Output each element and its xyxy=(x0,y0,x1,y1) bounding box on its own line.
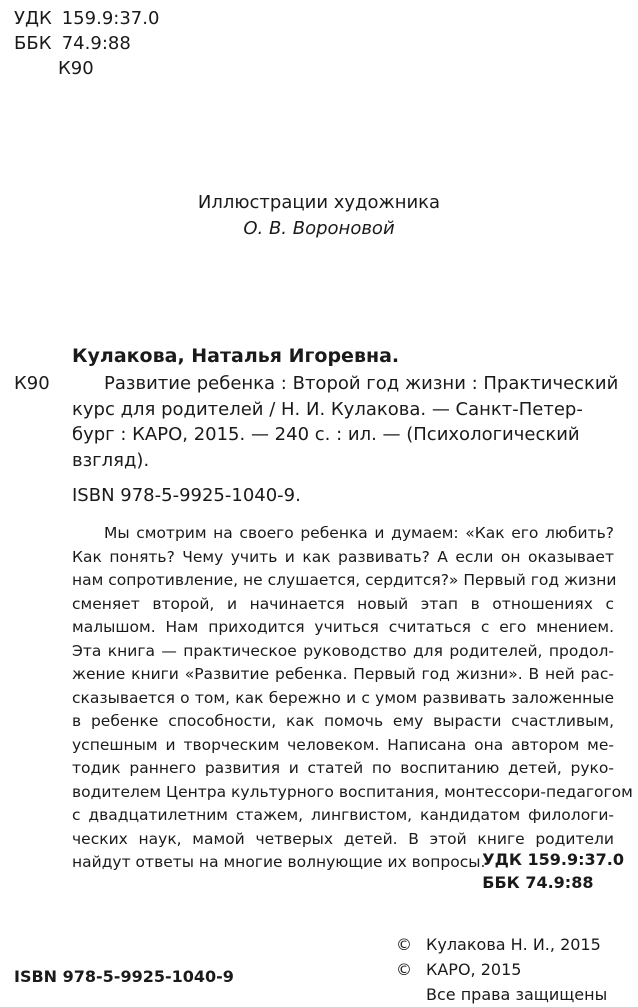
classification-codes-top xyxy=(14,6,159,81)
illustrations-credit xyxy=(0,190,638,242)
abstract-line: успешным и творческим человеком. Написана она автором ме- xyxy=(72,735,614,754)
bbk-label: ББК xyxy=(14,33,52,54)
abstract-line: Как понять? Чему учить и как развивать? А если он оказывает xyxy=(72,547,614,566)
abstract-line: в ребенке способности, как помочь ему вырасти счастливым, xyxy=(72,712,614,730)
abstract-line: малышом. Нам приходится учиться считаться с его мнением. xyxy=(72,618,614,636)
illustrator-name: О. В. Вороновой xyxy=(243,218,395,239)
cutter-code-top: К90 xyxy=(58,58,94,79)
abstract-line: Мы смотрим на своего ребенка и думаем: «Как его любить? xyxy=(104,524,614,542)
biblio-line: бург : КАРО, 2015. — 240 с. : ил. — (Психологический xyxy=(72,424,580,445)
udk-value: 159.9:37.0 xyxy=(61,8,160,29)
illustrations-label: Иллюстрации художника xyxy=(197,192,441,213)
bibliographic-description xyxy=(72,371,619,473)
udk-row xyxy=(14,6,159,31)
abstract-line: нам сопротивление, не слушается, сердится?» Первый год жизни xyxy=(72,571,617,589)
cutter-code: К90 xyxy=(14,373,50,394)
biblio-line: курс для родителей / Н. И. Кулакова. — Санкт-Петер- xyxy=(72,398,583,420)
abstract-line: водителем Центра культурного воспитания, монтессори-педагогом xyxy=(72,782,633,801)
abstract-line: сказывается о том, как бережно и с умом развивать заложенные xyxy=(72,688,614,707)
abstract-line: найдут ответы на многие волнующие их вопросы. xyxy=(72,853,486,871)
author-heading: Кулакова, Наталья Игоревна. xyxy=(72,345,400,367)
classification-codes-bottom xyxy=(482,848,624,894)
rights-reserved: Все права защищены xyxy=(426,985,608,1004)
biblio-line: взгляд). xyxy=(72,449,150,471)
abstract-line: Эта книга — практическое руководство для родителей, продол- xyxy=(72,641,614,660)
copyright-icon: © xyxy=(396,935,412,954)
udk-label: УДК xyxy=(14,8,52,29)
copyright-block xyxy=(396,932,607,1007)
copyright-line-publisher xyxy=(396,957,607,982)
bbk-code-bottom: ББК 74.9:88 xyxy=(482,873,594,892)
copyright-publisher: КАРО, 2015 xyxy=(426,960,522,979)
abstract-line: тодик раннего развития и статей по воспитанию детей, руко- xyxy=(72,759,614,777)
biblio-line: Развитие ребенка : Второй год жизни : Практический xyxy=(104,373,619,394)
bbk-row xyxy=(14,31,159,56)
bbk-value: 74.9:88 xyxy=(61,33,131,54)
copyright-line-author xyxy=(396,932,607,957)
abstract-line: ческих наук, мамой четверых детей. В этой книге родители xyxy=(72,829,614,848)
isbn-footer: ISBN 978-5-9925-1040-9 xyxy=(14,967,234,986)
udk-code-bottom: УДК 159.9:37.0 xyxy=(482,850,624,869)
abstract-line: сменяет второй, и начинается новый этап в отношениях с xyxy=(72,594,614,613)
abstract-line: с двадцатилетним стажем, лингвистом, кандидатом филологи- xyxy=(72,806,614,824)
copyright-author: Кулакова Н. И., 2015 xyxy=(426,935,601,954)
isbn-record: ISBN 978-5-9925-1040-9. xyxy=(72,485,301,506)
abstract-line: жение книги «Развитие ребенка. Первый год жизни». В ней рас- xyxy=(72,665,614,683)
abstract xyxy=(72,522,633,875)
copyright-icon: © xyxy=(396,960,412,979)
